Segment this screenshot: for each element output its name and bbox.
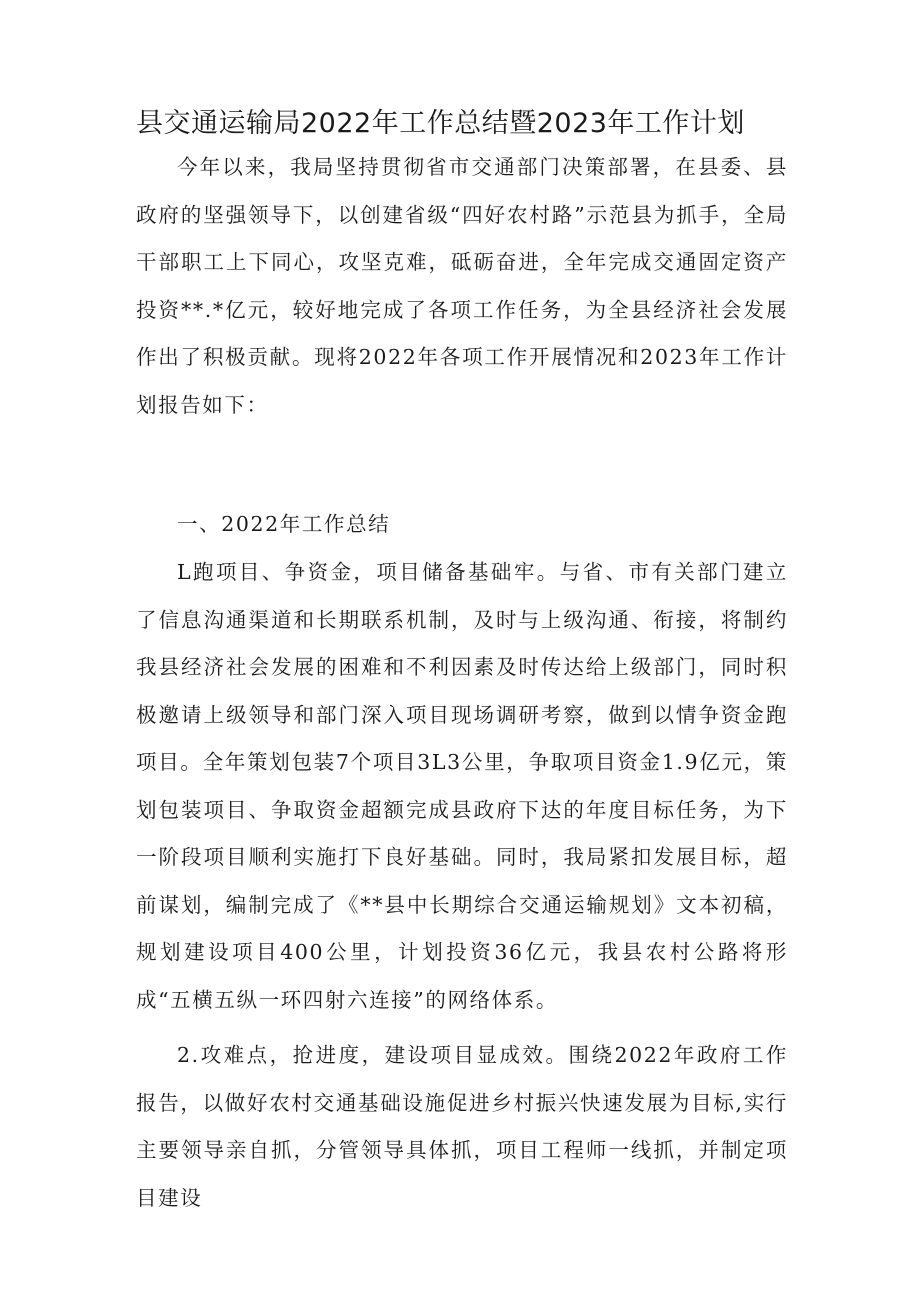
section-heading: 一、2022年工作总结 xyxy=(177,512,391,536)
document-title: 县交通运输局2022年工作总结暨2023年工作计划 xyxy=(136,108,745,139)
item-2-paragraph: 2.攻难点，抢进度，建设项目显成效。围绕2022年政府工作报告，以做好农村交通基础设施促进乡村振兴快速发展为目标,实行主要领导亲自抓，分管领导具体抓，项目工程师一线抓，并制定项目建设 xyxy=(136,1043,788,1210)
intro-paragraph: 今年以来，我局坚持贯彻省市交通部门决策部署，在县委、县政府的坚强领导下，以创建省级“四好农村路”示范县为抓手，全局干部职工上下同心，攻坚克难，砥砺奋进，全年完成交通固定资产投资**.*亿元，较好地完成了各项工作任务，为全县经济社会发展作出了积极贡献。现将2022年各项工作开展情况和2023年工作计划报告如下： xyxy=(136,155,788,417)
item-1-paragraph: L跑项目、争资金，项目储备基础牢。与省、市有关部门建立了信息沟通渠道和长期联系机制，及时与上级沟通、衔接，将制约我县经济社会发展的困难和不利因素及时传达给上级部门，同时积极邀请上级领导和部门深入项目现场调研考察，做到以情争资金跑项目。全年策划包装7个项目3L3公里，争取项目资金1.9亿元，策划包装项目、争取资金超额完成县政府下达的年度目标任务，为下一阶段项目顺利实施打下良好基础。同时，我局紧扣发展目标，超前谋划，编制完成了《**县中长期综合交通运输规划》文本初稿，规划建设项目400公里，计划投资36亿元，我县农村公路将形成“五横五纵一环四射六连接”的网络体系。 xyxy=(136,560,788,1012)
